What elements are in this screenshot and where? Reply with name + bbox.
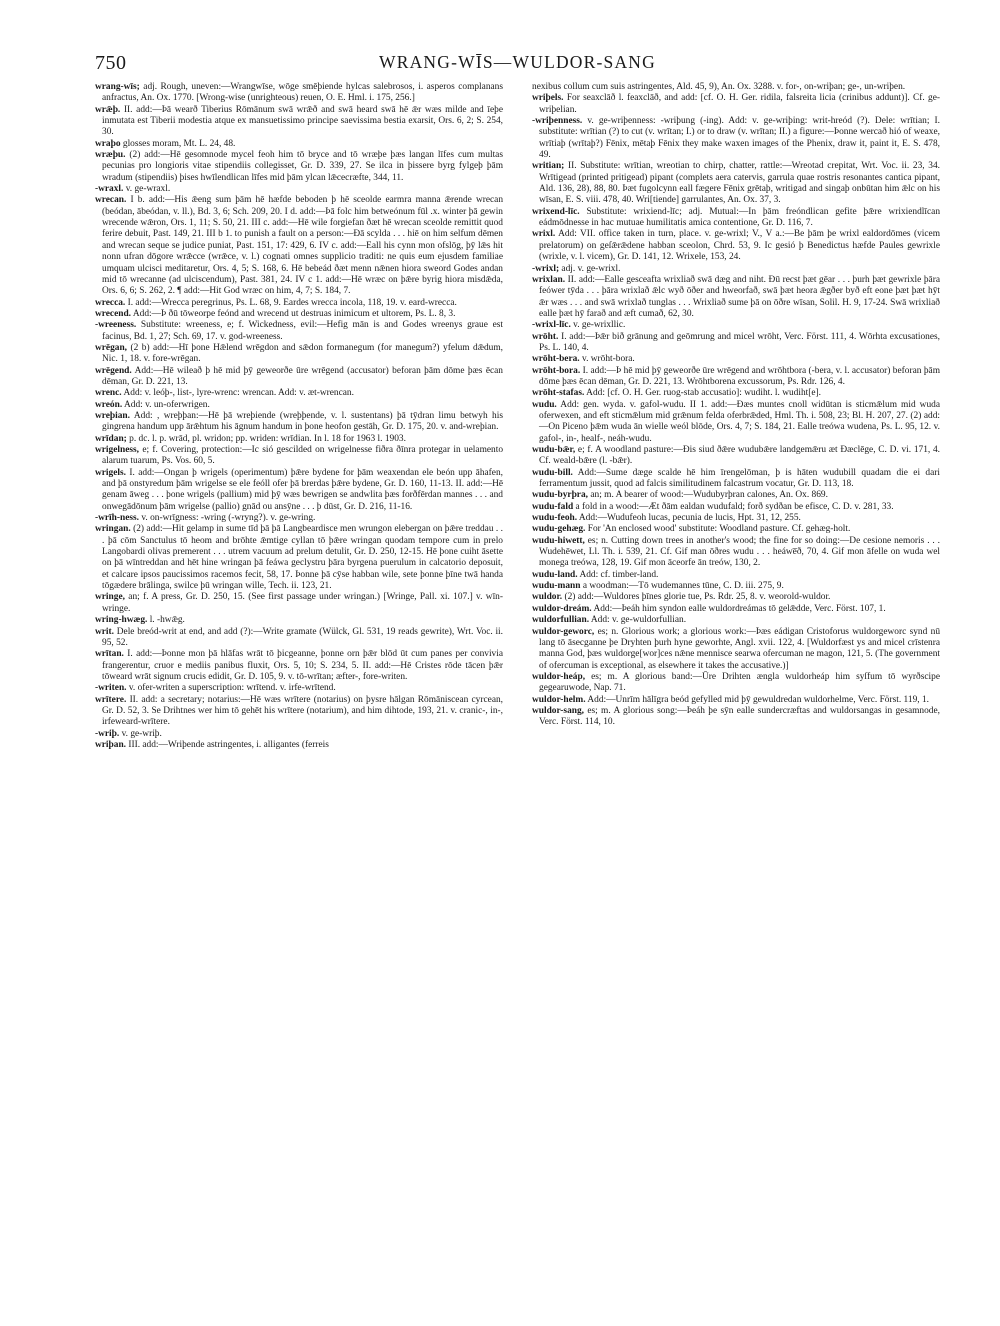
entry-text: v. wrōht-bora. [582, 354, 635, 365]
dictionary-entry [532, 229, 940, 263]
headword: wudu-land. [532, 569, 578, 580]
columns [95, 82, 940, 751]
dictionary-entry [95, 729, 503, 740]
entry-text: a woodman:—Tō wudemannes tūne, C. D. iii. 275, 9. [582, 581, 784, 592]
dictionary-entry [532, 116, 940, 161]
entry-text: III. add:—Wriþende astringentes, i. alligantes (ferreis [128, 739, 329, 750]
dictionary-entry [532, 332, 940, 355]
headword: wuldor-heáp, [532, 671, 586, 682]
headword: wræþu. [95, 150, 126, 161]
dictionary-entry [95, 695, 503, 729]
entry-text: Add: VII. office taken in turn, place. v. ge-wrixl; V., V a.:—Be þām þe wrixl ealdordōmes (vicem prelatorum) on geſǣrǣdene habban sceolon, Chrd. 53, 9. Ic gesió þ Benedictus hæfde Paules gewrixle (wrixle, v. l. vicem), Gr. D. 141, 12. Wrixele, 153, 24. [539, 229, 940, 263]
entry-text: adj. v. ge-wrixl. [561, 263, 621, 274]
dictionary-entry [532, 513, 940, 524]
dictionary-entry [95, 195, 503, 297]
entry-text: glosses moram, Mt. L. 24, 48. [122, 138, 236, 149]
running-head: WRANG-WĪS—WULDOR-SANG [379, 52, 656, 72]
entry-text: II. add:—Ealle gesceafta wrixliað swā dæg and niht. Ðū recst þæt gēar . . . þurh þæt gewrixle þāra feówer tȳda . . . þāra wrixlað ǣlc wyð ōðer and hweorfað, swā þæt heora ǣgðer byð eft eone þæt þæt hȳt ǣr wæs . . . and swā wrixlað tunglas . . . Wrixliað sume þā on ōðre wīsan, Solil. H. 9, 17-24. Swā wrixliað ealle þæt hȳ farað and æft cumað, 62, 30. [539, 274, 940, 319]
dictionary-entry [532, 502, 940, 513]
headword: wrēgan, [95, 342, 128, 353]
entry-text: l. -hwǣg. [149, 615, 185, 626]
entry-text: For 'An enclosed wood' substitute: Woodland pasture. Cf. gehæg-holt. [587, 524, 851, 535]
headword: wuldor-sang, [532, 705, 585, 716]
headword: wudu-feoh. [532, 513, 578, 524]
headword: -wreeness. [95, 320, 137, 331]
headword: wrang-wīs; [95, 82, 140, 92]
entry-text: Add:—Unrīm hālīgra beód gefylled mid þȳ gewuldredan wuldorhelme, Verc. Först. 119, 1. [587, 694, 929, 705]
headword: wrītere. [95, 694, 127, 705]
headword: -wriþ. [95, 728, 120, 739]
headword: wrixl. [532, 229, 556, 240]
entry-text: Add:—Hē wileað þ hē mid þȳ geweorðe ūre wrēgend (accusator) beforan þām dōme þæs ēcan dēman, Gr. D. 221, 13. [102, 365, 503, 387]
dictionary-entry [95, 320, 503, 343]
entry-text: For seaxclāð l. feaxclāð, and add: [cf. O. H. Ger. ridila, falsreita licia (crinibus addunt)]. Cf. ge-wriþelian. [539, 93, 940, 115]
headword: wrōht-bora. [532, 365, 581, 376]
dictionary-entry [95, 139, 503, 150]
headword: wudu-bill. [532, 467, 573, 478]
dictionary-entry [532, 468, 940, 491]
dictionary-entry [532, 615, 940, 626]
entry-text: es; n. Cutting down trees in another's wood; the fine for so doing:—De cesione nemoris . . . Wudehēwet, Ll. Th. i. 539, 21. Cf. Gif man ōðres wudu . . . heáwe̅ð, 70, 4. Gif mon āfelle on wuda wel monega treówa, 128, 19. Gif mon āceorfe ān treów, 130, 2. [539, 535, 940, 569]
entry-text: Add: v. ge-wuldorfullian. [590, 615, 687, 626]
dictionary-entry [532, 570, 940, 581]
dictionary-entry [532, 366, 940, 389]
dictionary-entry [532, 581, 940, 592]
entry-text: v. ge-wriþenness: -wriþung (-ing). Add: v. ge-wriþing: writ-hreód (?). Dele: wrītian; I. substitute: wrītian (?) to cut (v. wrītan; I.) or to draw (v. wrītan; II.) a figure:—Þonne wercað hió of weaxe, wrītiaþ (wrītaþ?) Fēnix, mētaþ Fēnix they make waxen images of the Phenix, draw it, paint it, E. S. 478, 49. [539, 116, 941, 161]
dictionary-entry [95, 740, 503, 751]
headword: wriþels. [532, 93, 564, 104]
dictionary-entry [532, 536, 940, 570]
entry-text: I. add:—Þǣr bið grānung and geōmrung and micel wrōht, Verc. Först. 111, 4. Wōrhta excusationes, Ps. L. 140, 4. [539, 331, 940, 353]
headword: -wrixl-līc. [532, 320, 571, 331]
headword: -wriþenness. [532, 116, 583, 127]
headword: wudu-hiwett, [532, 535, 585, 546]
headword: wrigelness, [95, 445, 140, 455]
entry-text: Add:—Þ ðū tōweorpe feónd and wrecend ut destruas inimicum et ultorem, Ps. L. 8, 3. [132, 308, 456, 319]
entry-text: e; f. A woodland pasture:—Ðis siud ðǣre wudubǣre landgemǣru æt Ðæclēge, C. D. vi. 171, 4. Cf. weald-bǣre (l. -bǣr). [539, 445, 941, 467]
headword: wudu-mann [532, 581, 581, 592]
entry-text: an; m. A bearer of wood:—Wudubyrþran calones, An. Ox. 869. [590, 490, 828, 501]
left-column [95, 82, 503, 751]
dictionary-entry [95, 627, 503, 650]
entry-text: v. ofer-writen a superscription: wrītend. v. irfe-wrītend. [128, 683, 336, 694]
headword: wringan. [95, 524, 131, 535]
headword: wudu-fald [532, 501, 574, 512]
headword: wrōht-stafas. [532, 388, 585, 399]
dictionary-entry [95, 388, 503, 399]
dictionary-entry [95, 513, 503, 524]
entry-text: Add:—Wudufeoh lucas, pecunia de lucis, Hpt. 31, 12, 255. [578, 513, 801, 524]
entry-text: Add: v. leóþ-, list-, lyre-wrenc: wrencan. Add: v. æt-wrencan. [123, 388, 354, 399]
dictionary-entry [95, 400, 503, 411]
headword: wring-hwæg. [95, 615, 148, 626]
dictionary-entry [532, 388, 940, 399]
dictionary-entry [532, 706, 940, 729]
entry-text: Add: , wreþþan:—Hē þā wreþiende (wreþþende, v. l. sustentans) þā tȳdran limu betwyh his gingrena handum upp ārǣhtum his āgnum handum in þone heofon gestāh, Gr. D. 175, 20. v. and-wreþian. [102, 410, 503, 433]
entry-text: I. add:—Þ hē mid þȳ geweorðe ūre wrēgend and wrōhtbora (-bera, v. l. accusator) beforan þām dōme þæs ēcan dēman, Gr. D. 221, 13. Wrōhtborena excussorum, Ps. Rdr. 126, 4. [539, 365, 940, 387]
entry-text: (2) add:—Hē gesomnode mycel feoh him tō bryce and tō wræþe þæs langan līfes cum multas pecunias pro longioris vitae stipendiis collegisset, Gr. D. 339, 27. Se ilca in þissere byrg fylgeþ þām wradum (stipendiis) þises hwīlendlican līfes mid þām ylcan lǣcecræfte, 344, 11. [102, 150, 503, 183]
entry-text: (2) add:—Hit gelamp in sume tīd þā þā Langbeardisce men wrungon elebergan on þǣre treddau . . . þā cōm Sanctulus tō heom and brōhte ǣmtige cyllan tō þǣre wringan quodam tempore cum in prelo Langobardi olivas premerent . . . utrem vacuum ad prelum detulit, Gr. D. 250, 12-15. Hē þone cuiht āsette on þā wīntreddan and hēt hine wringan þā feáwa geclystru þāra byrgena puerulum in calcatorio deposuit, et calcare ipsos paucissimos racemos fecit, 58, 17. Þonne þā cȳse habban wile, sete þonne þīne twā handa tōgædere brālinga, swilce þū wringan wille, Tech. ii. 123, 21. [102, 524, 503, 592]
headword: wudu-bǣr, [532, 445, 576, 455]
entry-text: a fold in a wood:—Æt ðām ealdan wudufald; forð sydðan be efisce, C. D. v. 281, 33. [575, 501, 894, 512]
entry-text: v. ge-wriþ. [121, 728, 162, 739]
headword: wrōht. [532, 331, 559, 342]
entry-text: Add:—Sume dæge scalde hē him īrengelōman, þ is hāten wudubill quadam die ei dari ferramentum jussit, quod ad falcis similitudinem falcastrum vocatur, Gr. D. 113, 18. [539, 467, 940, 490]
entry-text: I. add:—Ongan þ wrigels (operimentum) þǣre bydene for þām weaxendan ele beón upp āhafen, and þā onstyredum þām wrigelse se ele feóll ofer þā brerdas þǣre bydene, Gr. D. 160, 11-13. II. add:—Hē genam āweg . . . þone wrigels (pallium) mid þȳ wæs bewrigen se andwlita þæs forðfērdan mannes . . . and onwegādōnum þām wrigelse (pallio) gnād ou ansȳne . . . þ dūst, Gr. D. 216, 11-16. [102, 467, 504, 512]
entry-text: v. ge-wraxl. [125, 184, 171, 195]
dictionary-entry [532, 354, 940, 365]
dictionary-entry [532, 207, 940, 230]
headword: -writen. [95, 683, 127, 694]
entry-text: Dele breód-writ at end, and add (?):—Write gramate (Wülck, Gl. 531, 19 reads gewrite), Wrt. Voc. ii. 95, 52. [102, 626, 503, 648]
dictionary-entry [95, 468, 503, 513]
page-header [95, 52, 940, 82]
dictionary-entry [95, 445, 503, 468]
headword: wuldor-dreám. [532, 603, 592, 614]
right-column [532, 82, 940, 751]
headword: wrītan. [95, 649, 124, 660]
entry-text: Add: v. un-oferwrigen. [124, 399, 210, 410]
entry-text: es; m. A glorious song:—Þeáh þe sȳn ealle sundercræftas and wuldorsangas in gesamnode, Verc. Först. 114, 10. [539, 705, 940, 728]
entry-text: Add: cf. timber-land. [579, 569, 659, 580]
entry-text: nexibus collum cum suis astringentes, Ald. 45, 9), An. Ox. 3288. v. for-, on-wriþan; ge-, un-wriþen. [532, 82, 906, 92]
headword: wrixend-līc. [532, 206, 580, 217]
dictionary-entry [95, 683, 503, 694]
headword: wuldor-helm. [532, 694, 586, 705]
headword: wriþan. [95, 739, 126, 750]
entry-text: (2) add:—Wuldores þīnes glorie tue, Ps. Rdr. 25, 8. v. weorold-wuldor. [564, 592, 831, 603]
headword: wrixlan. [532, 274, 566, 285]
headword: wudu-gehæg. [532, 524, 586, 535]
entry-text: p. dc. l. p. wrād, pl. wridon; pp. wriden: wrīdian. In l. 18 for 1963 l. 1903. [129, 433, 406, 444]
headword: wrenc. [95, 388, 122, 399]
dictionary-entry [532, 695, 940, 706]
dictionary-entry [532, 445, 940, 468]
dictionary-entry [95, 105, 503, 139]
dictionary-entry [532, 490, 940, 501]
page-number: 750 [95, 52, 127, 74]
dictionary-entry [532, 627, 940, 672]
headword: wudu. [532, 399, 557, 410]
entry-text: (2 b) add:—Hī þone Hǣlend wrēgdon and sǣdon formanegum (for manegum?) yfelum dǣdum, Nic. 1, 18. v. fore-wrēgan. [102, 342, 503, 365]
headword: wrēgend. [95, 365, 132, 376]
dictionary-entry [95, 184, 503, 195]
entry-text: II. Substitute: wrītian, wreotian to chirp, chatter, rattle:—Wreotad crepitat, Wrt. Voc. ii. 23, 34. Wrītigead (printed pritigead) pipant (complets aera catervis, garrula quae rostris resonantes cantica pipant, Ald. 136, 28), 88, 80. Þæt fugolcynn eall fægere Fēnix grētaþ, writigad and singaþ onbūtan him ǣlc on his wīsan, E. S. viii. 478, 40. Wri[tiende] garrulantes, An. Ox. 37, 3. [539, 161, 940, 206]
dictionary-entry [95, 649, 503, 683]
dictionary-entry [95, 615, 503, 626]
entry-text: Substitute: wreeness, e; f. Wickedness, evil:—Hefig mān is and Godes wreenys graue est facinus, Bd. 1, 27; Sch. 69, 17. v. god-wreeness. [102, 320, 503, 342]
entry-text: II. add:—Þā wearð Tiberius Rōmānum swā wrǣð and swā heard swā hē ǣr wæs milde and īeþe inmutata est Tiberii modestia atque ex mansuetissimo principe saevissima bestia exarsit, Ors. 6, 2; S. 254, 30. [102, 104, 504, 138]
headword: wrecca. [95, 297, 126, 308]
entry-text: II. add: a secretary; notarius:—Hē wæs wrītere (notarius) on þysre hālgan Rōmāniscean cyrcean, Gr. D. 52, 3. Se Drihtnes wer him tō gehēt his wrītere (notarium), and him dihtode, 193, 21. v. cranic-, in-, irfeweard-wrītere. [102, 694, 504, 728]
entry-text: I. add:—Þonne mon þā hlāfas wrāt tō þicgeanne, þonne orn þǣr blōd ūt cum panes per convivia frangerentur, cruor e mediis panibus fluxit, Ors. 5, 10; S. 234, 5. II. add:—Hē Cristes rōde tācen þǣr tōweard wrāt signum crucis edidit, Gr. D. 105, 9. v. tō-wrītan; æfter-, fore-writen. [102, 649, 504, 682]
entry-text: es; n. Glorious work; a glorious work:—Þæs eádigan Cristoforus wuldorgeworc synd nū lang tō āsecganne þe Dryhten þurh hyne geworhte, Angl. xvii. 122, 4. [Wuldorfæst ys and micel crīstenra manna God, þæs wuldorge[wor]ces nǣne mennisce searwa ofercuman ne magon, 121, 5. (The government of ofercuman is exceptional, as elsewhere it takes the accusative.)] [539, 626, 941, 671]
dictionary-entry [532, 592, 940, 603]
entry-text: an; f. A press, Gr. D. 250, 15. (See first passage under wringan.) [Wringe, Pall. xi. 107.] v. wīn-wringe. [102, 592, 503, 614]
entry-text: Add: gen. wyda. v. gafol-wudu. II 1. add:—Ðæs muntes cnoll widūtan is sticmǣlum mid wuda oferwexen, and eft sticmǣlum mid grǣnum felda oferbrǣded, Hml. Th. i. 508, 23; Bl. H. 207, 27. (2) add:—On Piceno þǣm wuda ān wielle weól blōde, Ors. 4, 7; S. 184, 21. Ealle treówa wudena, Ps. L. 95, 12. v. gafol-, in-, healf-, neáh-wudu. [539, 399, 940, 444]
headword: -wraxl. [95, 184, 124, 195]
dictionary-entry [532, 672, 940, 695]
dictionary-entry [95, 592, 503, 615]
headword: wuldor. [532, 592, 563, 603]
headword: wreþian. [95, 410, 130, 421]
headword: wreón. [95, 399, 123, 410]
entry-text: Add:—Þeáh him syndon ealle wuldordreámas tō gelǣdde, Verc. Först. 107, 1. [593, 603, 886, 614]
headword: wringe, [95, 592, 125, 603]
headword: wrǣþ. [95, 104, 121, 115]
dictionary-entry [532, 320, 940, 331]
dictionary-entry [95, 309, 503, 320]
headword: wuldor-geworc, [532, 626, 595, 637]
headword: writian; [532, 161, 565, 172]
dictionary-entry [532, 264, 940, 275]
entry-text: I b. add:—His ǣeng sum þām hē hæfde beboden þ hē sceolde earmra manna ǣrende wrecan (beódan, ābeódan, v. ll.), Bd. 3, 6; Sch. 209, 20. I d. add:—Þā folc him betweónum fūl .x. winter þā gewin wrecende wǣron, Ors. 1, 11; S. 50, 21. III c. add:—Hē wile forgiefan ðæt hē wrecan sceolde remittit quod ferire debuit, Past. 149, 21. III b 1. to punish a fault on a person:—Ðā scylda . . . hiē on him selfum dēmen and wrecan seque se judice puniat, Past. 151, 17: 429, 6. IV c. add:—Eall his cynn mon ofslōg, þȳ lǣs hit nonn ufran dōgore wrǣcce (wrǣce, v. l.) cognati omnes supplicio traditi: ne quis eum ejusdem familiae umquam ulcisci meditaretur, Ors. 4, 5; S. 168, 6. Hē bebeád ðæt menn nǣnen hiora sweord Godes andan mid tō wrecanne (ad ulciscendum), Past. 381, 24. IV c 1. add:—Hē wræc on þǣre byrig hiora misdǣda, Ors. 6, 6; S. 262, 2. ¶ add:—Hit God wræc on him, 4, 7; S. 184, 7. [102, 195, 504, 297]
entry-text: adj. Rough, uneven:—Wrangwīse, wōge smēþiende hylcas salebrosos, i. asperos complanans anfractus, An. Ox. 1770. [Wrong-wise (unrighteous) reuen, O. E. Hml. i. 175, 256.] [102, 82, 504, 104]
headword: wrecan. [95, 195, 127, 206]
entry-text: v. on-wrīgness: -wring (-wryng?). v. ge-wring. [141, 513, 316, 524]
entry-text: e; f. Covering, protection:—Ic sió gescilded on wrigelnesse fiðra ðīnra protegar in uelamento alarum tuarum, Ps. Vos. 60, 5. [102, 445, 504, 467]
dictionary-entry [95, 434, 503, 445]
dictionary-entry [532, 400, 940, 445]
headword: -wrixl; [532, 263, 560, 274]
dictionary-entry [95, 343, 503, 366]
dictionary-entry [95, 298, 503, 309]
entry-text: v. ge-wrixllic. [573, 320, 626, 331]
dictionary-entry [95, 150, 503, 184]
dictionary-entry [532, 275, 940, 320]
headword: writ. [95, 626, 115, 637]
dictionary-entry [95, 82, 503, 105]
dictionary-entry [532, 604, 940, 615]
entry-text: es; m. A glorious band:—Ūre Drihten ængla wuldorheáp him syſfum tō wyrðscipe gegearuwode, Nap. 71. [539, 671, 941, 694]
entry-text: Substitute: wrixiend-līc; adj. Mutual:—In þām freóndlican gefite þǣre wrixiendlīcan eádmōdnesse in hac mutuae humilitatis amica contentione, Gr. D. 116, 7. [539, 206, 941, 229]
dictionary-entry [95, 411, 503, 434]
headword: wraþo [95, 138, 121, 149]
dictionary-entry [95, 366, 503, 389]
dictionary-entry [532, 82, 940, 93]
dictionary-entry [95, 524, 503, 592]
headword: wrōht-bera. [532, 354, 580, 365]
entry-text: I. add:—Wrecca peregrinus, Ps. L. 68, 9. Eardes wrecca incola, 118, 19. v. eard-wrecca. [127, 297, 457, 308]
dictionary-entry [532, 161, 940, 206]
dictionary-entry [532, 93, 940, 116]
headword: wuldorfullian. [532, 615, 590, 626]
headword: wrigels. [95, 467, 126, 478]
headword: -wrīh-ness. [95, 513, 140, 524]
headword: wrecend. [95, 308, 132, 319]
headword: wrīdan; [95, 433, 127, 444]
entry-text: Add: [cf. O. H. Ger. ruog-stab accusatio]: wudiht. l. wudiht[e]. [586, 388, 822, 399]
dictionary-entry [532, 524, 940, 535]
headword: wudu-byrþra, [532, 490, 589, 501]
